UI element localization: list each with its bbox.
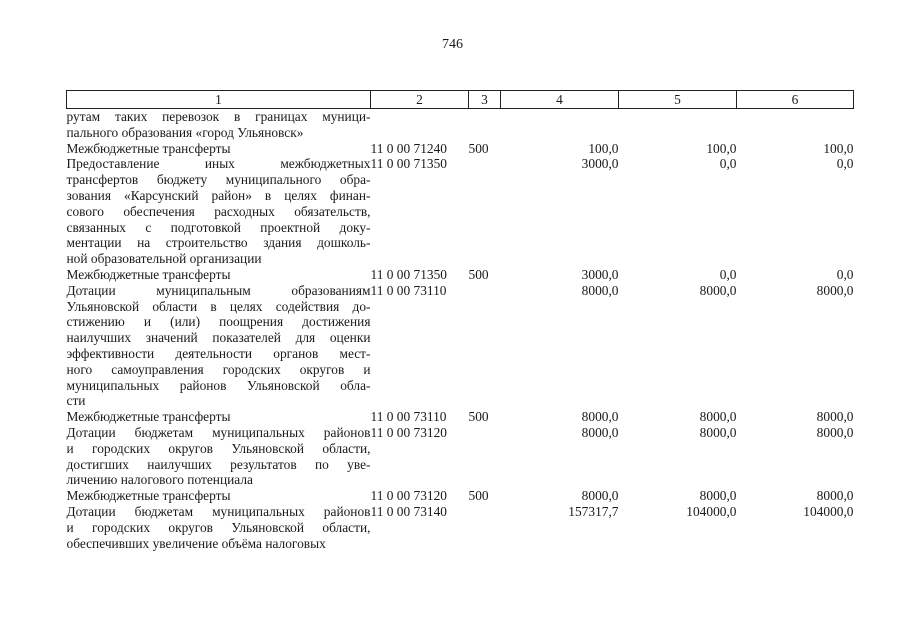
- column-header: 4: [501, 91, 619, 109]
- description-line: и городских округов Ульяновской области,: [66, 440, 371, 456]
- column-header: 3: [469, 91, 501, 109]
- amount-col6: 8000,0: [816, 282, 854, 298]
- description-line: ного самоуправления городских округов и: [66, 361, 371, 377]
- amount-col6: 0,0: [836, 266, 854, 282]
- amount-col5: 8000,0: [699, 488, 737, 504]
- description-line: Дотации бюджетам муниципальных районов: [66, 424, 371, 440]
- amount-col4: 3000,0: [581, 266, 619, 282]
- description-line: Дотации бюджетам муниципальных районов: [66, 503, 371, 519]
- description-line: ной образовательной организации: [66, 251, 262, 267]
- description-line: Дотации муниципальным образованиям: [66, 282, 371, 298]
- column-header: 2: [371, 91, 469, 109]
- description-line: пального образования «город Ульяновск»: [66, 124, 304, 140]
- description-line: муниципальных районов Ульяновской обла-: [66, 377, 371, 393]
- description-line: зования «Карсунский район» в целях финан-: [66, 187, 371, 203]
- amount-col4: [501, 109, 619, 141]
- description-line: трансфертов бюджету муниципального обра-: [66, 172, 371, 188]
- description-line: Предоставление иных межбюджетных: [66, 156, 371, 172]
- header-row: [67, 91, 854, 109]
- row-description: [67, 409, 371, 425]
- amount-col5: 0,0: [719, 156, 737, 172]
- row-description: [67, 283, 371, 409]
- expense-type: [469, 156, 501, 267]
- target-code: 11 0 00 73120: [370, 424, 447, 440]
- amount-col6: 8000,0: [816, 488, 854, 504]
- table-row: [67, 504, 854, 551]
- amount-col6: 100,0: [823, 140, 854, 156]
- amount-col5: 8000,0: [699, 424, 737, 440]
- column-header: 6: [737, 91, 854, 109]
- row-description: [67, 488, 371, 504]
- amount-col4: 3000,0: [581, 156, 619, 172]
- expense-type: 500: [468, 409, 489, 425]
- row-description: [67, 109, 371, 141]
- amount-col6: 0,0: [836, 156, 854, 172]
- table-row: [67, 156, 854, 267]
- expense-type: [469, 283, 501, 409]
- target-code: 11 0 00 71350: [370, 156, 447, 172]
- target-code: 11 0 00 73120: [370, 488, 447, 504]
- row-description: [67, 504, 371, 551]
- description-line: ментации на строительство здания дошколь-: [66, 235, 371, 251]
- table-row: [67, 425, 854, 488]
- row-description: [67, 141, 371, 157]
- row-description: [67, 267, 371, 283]
- description-line: достигших наилучших результатов по уве-: [66, 456, 371, 472]
- target-code: 11 0 00 73110: [370, 409, 447, 425]
- expense-type: 500: [468, 140, 489, 156]
- description-line: стижению и (или) поощрения достижения: [66, 314, 371, 330]
- description-line: и городских округов Ульяновской области,: [66, 519, 371, 535]
- amount-col5: [619, 109, 737, 141]
- target-code: [371, 109, 469, 141]
- page-number: 746: [442, 37, 463, 52]
- budget-table: [66, 90, 854, 551]
- expense-type: [469, 425, 501, 488]
- description-line: сти: [66, 393, 86, 409]
- description-line: рутам таких перевозок в границах муници-: [66, 109, 371, 124]
- table-row: [67, 267, 854, 283]
- amount-col5: 104000,0: [686, 503, 737, 519]
- description-line: связанных с подготовкой проектной доку-: [66, 219, 371, 235]
- expense-type: 500: [468, 266, 489, 282]
- table-row: [67, 141, 854, 157]
- row-description: [67, 425, 371, 488]
- target-code: 11 0 00 71240: [370, 140, 447, 156]
- amount-col4: 8000,0: [581, 409, 619, 425]
- amount-col4: 8000,0: [581, 424, 619, 440]
- amount-col6: 104000,0: [803, 503, 854, 519]
- amount-col4: 8000,0: [581, 488, 619, 504]
- amount-col6: [737, 109, 854, 141]
- amount-col5: 8000,0: [699, 282, 737, 298]
- description-line: обеспечивших увеличение объёма налоговых: [66, 535, 326, 551]
- description-line: сового обеспечения расходных обязательств,: [66, 203, 371, 219]
- description-line: Межбюджетные трансферты: [66, 409, 231, 425]
- description-line: Межбюджетные трансферты: [66, 140, 231, 156]
- target-code: 11 0 00 73110: [370, 282, 447, 298]
- table-row: [67, 409, 854, 425]
- amount-col5: 0,0: [719, 266, 737, 282]
- amount-col6: 8000,0: [816, 409, 854, 425]
- expense-type: [469, 109, 501, 141]
- description-line: Ульяновской области в целях содействия до-: [66, 298, 371, 314]
- amount-col4: 100,0: [588, 140, 619, 156]
- column-header: 5: [619, 91, 737, 109]
- description-line: личению налогового потенциала: [66, 472, 253, 488]
- target-code: 11 0 00 71350: [370, 266, 447, 282]
- amount-col4: 8000,0: [581, 282, 619, 298]
- amount-col5: 8000,0: [699, 409, 737, 425]
- table-row: [67, 109, 854, 141]
- column-header: 1: [67, 91, 371, 109]
- row-description: [67, 156, 371, 267]
- amount-col6: 8000,0: [816, 424, 854, 440]
- table-row: [67, 283, 854, 409]
- description-line: наилучших значений показателей для оценки: [66, 330, 371, 346]
- amount-col5: 100,0: [706, 140, 737, 156]
- target-code: 11 0 00 73140: [370, 503, 447, 519]
- table-row: [67, 488, 854, 504]
- table-body: [67, 109, 854, 552]
- expense-type: 500: [468, 488, 489, 504]
- description-line: Межбюджетные трансферты: [66, 266, 231, 282]
- amount-col4: 157317,7: [568, 503, 619, 519]
- expense-type: [469, 504, 501, 551]
- description-line: эффективности деятельности органов мест-: [66, 345, 371, 361]
- description-line: Межбюджетные трансферты: [66, 488, 231, 504]
